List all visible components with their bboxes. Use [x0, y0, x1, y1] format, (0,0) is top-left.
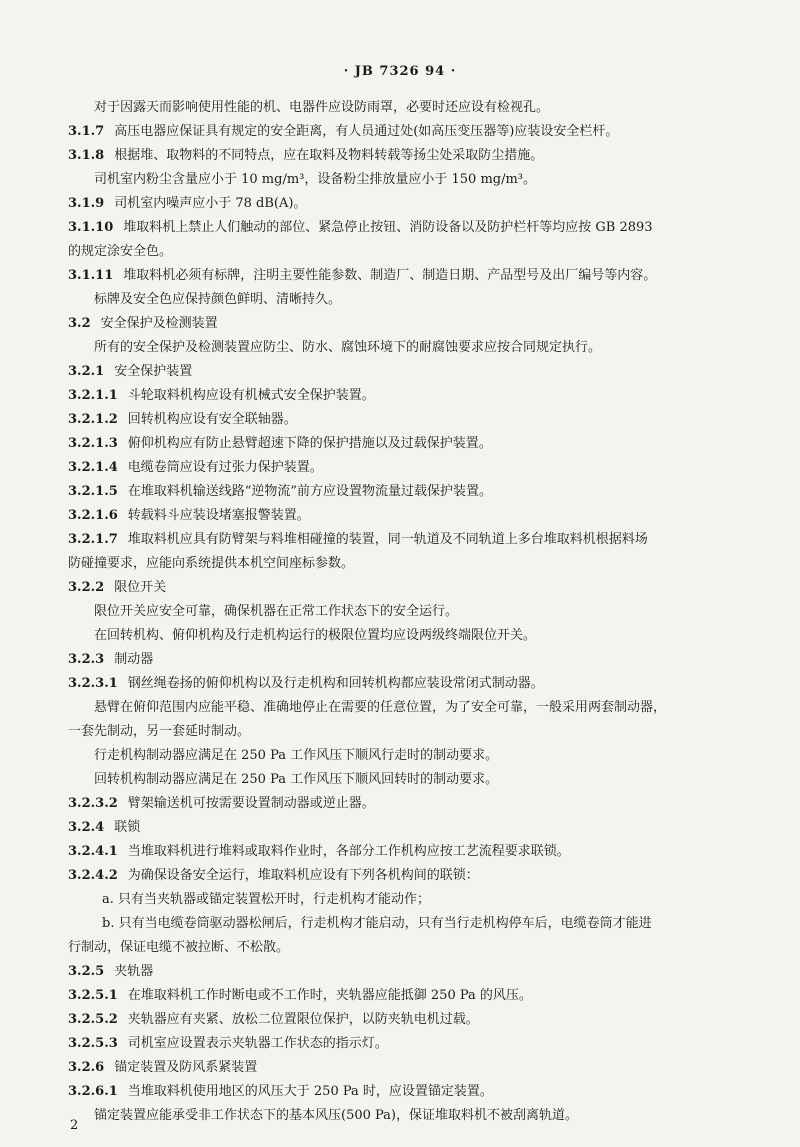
clause-number: 3.2.6	[68, 1060, 105, 1075]
text-line	[68, 1104, 768, 1128]
clause-number: 3.1.7	[68, 124, 105, 139]
clause-text: 安全保护装置	[114, 364, 193, 379]
clause-text: 安全保护及检测装置	[100, 316, 218, 331]
clause-number: 3.2.5.2	[68, 1012, 118, 1027]
clause-text: a. 只有当夹轨器或锚定装置松开时，行走机构才能动作；	[102, 892, 431, 907]
clause-text: 俯仰机构应有防止悬臂超速下降的保护措施以及过载保护装置。	[127, 436, 492, 451]
text-line	[68, 384, 768, 408]
text-line	[68, 1080, 768, 1104]
text-line	[68, 624, 768, 648]
text-line	[68, 168, 768, 192]
text-line	[68, 240, 768, 264]
clause-number: 3.2	[68, 316, 91, 331]
clause-number: 3.2.3.1	[68, 676, 118, 691]
clause-number: 3.2.1	[68, 364, 105, 379]
clause-text: 堆取料机必须有标牌，注明主要性能参数、制造厂、制造日期、产品型号及出厂编号等内容。	[123, 268, 657, 283]
clause-number: 3.2.1.7	[68, 532, 118, 547]
clause-text: 制动器	[114, 652, 154, 667]
clause-number: 3.2.4.2	[68, 868, 118, 883]
clause-number: 3.2.5.3	[68, 1036, 118, 1051]
text-line	[68, 504, 768, 528]
clause-number: 3.2.1.6	[68, 508, 118, 523]
text-line	[68, 528, 768, 552]
text-line	[68, 144, 768, 168]
clause-text: 斗轮取料机构应设有机械式安全保护装置。	[127, 388, 375, 403]
text-line	[68, 864, 768, 888]
clause-text: 对于因露天而影响使用性能的机、电器件应设防雨罩，必要时还应设有检视孔。	[94, 100, 550, 115]
text-line	[68, 216, 768, 240]
text-line	[68, 480, 768, 504]
text-line	[68, 984, 768, 1008]
clause-number: 3.2.1.4	[68, 460, 118, 475]
clause-text: 司机室内噪声应小于 78 dB(A)。	[114, 196, 307, 211]
text-line	[68, 936, 768, 960]
text-line	[68, 456, 768, 480]
clause-number: 3.2.2	[68, 580, 105, 595]
text-line	[68, 552, 768, 576]
clause-text: 司机室应设置表示夹轨器工作状态的指示灯。	[127, 1036, 388, 1051]
text-line	[68, 192, 768, 216]
text-line	[68, 720, 768, 744]
text-line	[68, 288, 768, 312]
text-line	[68, 744, 768, 768]
text-line	[68, 432, 768, 456]
clause-number: 3.1.8	[68, 148, 105, 163]
clause-text: 锚定装置及防风系紧装置	[114, 1060, 258, 1075]
clause-text: 夹轨器	[114, 964, 154, 979]
clause-number: 3.1.9	[68, 196, 105, 211]
text-line	[68, 768, 768, 792]
text-line	[68, 840, 768, 864]
clause-text: 行制动，保证电缆不被拉断、不松散。	[68, 940, 290, 955]
clause-number: 3.2.1.3	[68, 436, 118, 451]
clause-text: 堆取料机应具有防臂架与料堆相碰撞的装置，同一轨道及不同轨道上多台堆取料机根据料场	[127, 532, 648, 547]
clause-text: 臂架输送机可按需要设置制动器或逆止器。	[127, 796, 375, 811]
clause-number: 3.2.3.2	[68, 796, 118, 811]
clause-text: 在堆取料机输送线路“逆物流”前方应设置物流量过载保护装置。	[127, 484, 493, 499]
clause-text: 联锁	[114, 820, 141, 835]
text-line	[68, 696, 768, 720]
text-line	[68, 408, 768, 432]
clause-number: 3.2.1.1	[68, 388, 118, 403]
text-line	[68, 648, 768, 672]
clause-number: 3.1.11	[68, 268, 114, 283]
clause-number: 3.2.3	[68, 652, 105, 667]
text-line	[68, 336, 768, 360]
clause-number: 3.2.1.2	[68, 412, 118, 427]
text-line	[68, 264, 768, 288]
clause-text: 堆取料机上禁止人们触动的部位、紧急停止按钮、消防设备以及防护栏杆等均应按 GB 2893	[123, 220, 653, 235]
text-line	[68, 360, 768, 384]
clause-text: 标牌及安全色应保持颜色鲜明、清晰持久。	[94, 292, 342, 307]
clause-text: 的规定涂安全色。	[68, 244, 173, 259]
text-line	[68, 912, 768, 936]
text-line	[68, 888, 768, 912]
text-line	[68, 600, 768, 624]
clause-text: 当堆取料机进行堆料或取料作业时，各部分工作机构应按工艺流程要求联锁。	[127, 844, 570, 859]
page-header: · JB 7326 94 ·	[343, 64, 457, 79]
clause-text: 根据堆、取物料的不同特点，应在取料及物料转载等扬尘处采取防尘措施。	[114, 148, 544, 163]
clause-number: 3.2.5.1	[68, 988, 118, 1003]
text-line	[68, 816, 768, 840]
clause-number: 3.2.4	[68, 820, 105, 835]
clause-text: 当堆取料机使用地区的风压大于 250 Pa 时，应设置锚定装置。	[127, 1084, 493, 1099]
clause-text: 高压电器应保证具有规定的安全距离，有人员通过处(如高压变压器等)应装设安全栏杆。	[114, 124, 619, 139]
clause-text: 司机室内粉尘含量应小于 10 mg/m³，设备粉尘排放量应小于 150 mg/m³。	[94, 172, 537, 187]
text-line	[68, 1032, 768, 1056]
clause-text: 所有的安全保护及检测装置应防尘、防水、腐蚀环境下的耐腐蚀要求应按合同规定执行。	[94, 340, 602, 355]
clause-number: 3.2.5	[68, 964, 105, 979]
text-line	[68, 576, 768, 600]
clause-text: 夹轨器应有夹紧、放松二位置限位保护，以防夹轨电机过载。	[127, 1012, 479, 1027]
clause-text: 限位开关应安全可靠，确保机器在正常工作状态下的安全运行。	[94, 604, 459, 619]
clause-number: 3.2.1.5	[68, 484, 118, 499]
clause-text: 回转机构应设有安全联轴器。	[127, 412, 297, 427]
text-line	[68, 792, 768, 816]
clause-text: 转载料斗应装设堵塞报警装置。	[127, 508, 310, 523]
text-line	[68, 960, 768, 984]
clause-text: 在回转机构、俯仰机构及行走机构运行的极限位置均应设两级终端限位开关。	[94, 628, 537, 643]
text-line	[68, 96, 768, 120]
clause-text: 在堆取料机工作时断电或不工作时，夹轨器应能抵御 250 Pa 的风压。	[127, 988, 532, 1003]
clause-text: 悬臂在俯仰范围内应能平稳、准确地停止在需要的任意位置，为了安全可靠，一般采用两套制动器，	[94, 700, 667, 715]
document-body	[68, 96, 768, 1128]
text-line	[68, 1008, 768, 1032]
clause-number: 3.2.4.1	[68, 844, 118, 859]
clause-text: 防碰撞要求，应能向系统提供本机空间座标参数。	[68, 556, 355, 571]
clause-text: 限位开关	[114, 580, 167, 595]
clause-text: 为确保设备安全运行，堆取料机应设有下列各机构间的联锁：	[127, 868, 479, 883]
text-line	[68, 1056, 768, 1080]
text-line	[68, 672, 768, 696]
clause-text: b. 只有当电缆卷筒驱动器松闸后，行走机构才能启动，只有当行走机构停车后，电缆卷筒才能进	[102, 916, 652, 931]
clause-number: 3.2.6.1	[68, 1084, 118, 1099]
clause-text: 回转机构制动器应满足在 250 Pa 工作风压下顺风回转时的制动要求。	[94, 772, 499, 787]
clause-text: 行走机构制动器应满足在 250 Pa 工作风压下顺风行走时的制动要求。	[94, 748, 499, 763]
clause-number: 3.1.10	[68, 220, 114, 235]
page-number: 2	[70, 1118, 79, 1133]
text-line	[68, 120, 768, 144]
clause-text: 电缆卷筒应设有过张力保护装置。	[127, 460, 323, 475]
clause-text: 锚定装置应能承受非工作状态下的基本风压(500 Pa)，保证堆取料机不被刮离轨道。	[94, 1108, 579, 1123]
text-line	[68, 312, 768, 336]
clause-text: 钢丝绳卷扬的俯仰机构以及行走机构和回转机构都应装设常闭式制动器。	[127, 676, 544, 691]
clause-text: 一套先制动，另一套延时制动。	[68, 724, 251, 739]
